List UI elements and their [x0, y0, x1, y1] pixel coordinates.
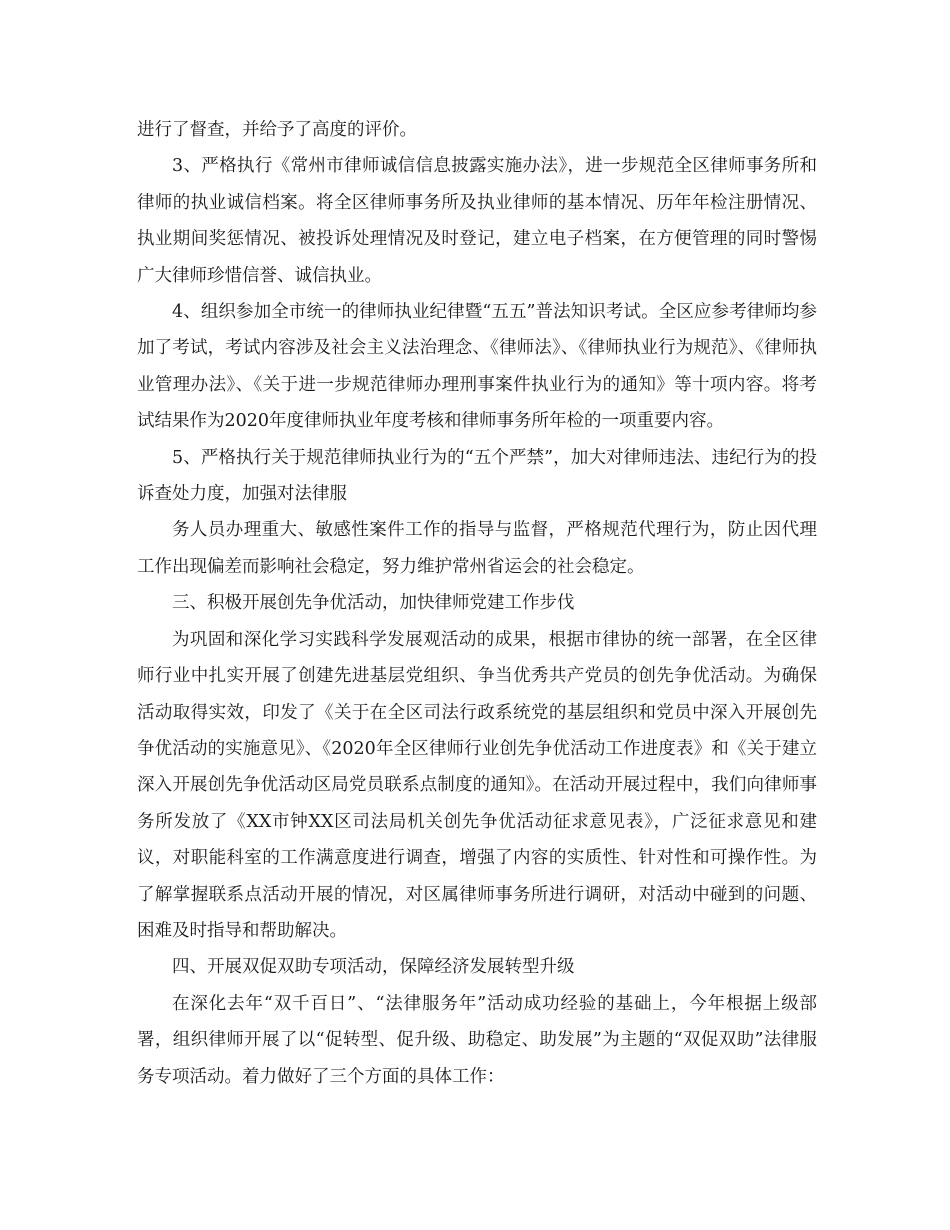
- paragraph: 三、积极开展创先争优活动，加快律师党建工作步伐: [172, 593, 575, 614]
- paragraph: 进行了督查，并给予了高度的评价。: [137, 120, 417, 140]
- paragraph: 3、严格执行《常州市律师诚信信息披露实施办法》，进一步规范全区律师事务所和律师的执业诚信档案。将全区律师事务所及执业律师的基本情况、历年年检注册情况、执业期间奖惩情况、被投诉处理情况及时登记，建立电子档案，在方便管理的同时警惕广大律师珍惜信誉、诚信执业。: [137, 156, 817, 286]
- document-body: [137, 112, 817, 1095]
- paragraph: 5、严格执行关于规范律师执业行为的“五个严禁”，加大对律师违法、违纪行为的投诉查处力度，加强对法律服: [137, 447, 817, 505]
- paragraph: 四、开展双促双助专项活动，保障经济发展转型升级: [172, 957, 575, 978]
- paragraph: 务人员办理重大、敏感性案件工作的指导与监督，严格规范代理行为，防止因代理工作出现偏差而影响社会稳定，努力维护常州省运会的社会稳定。: [137, 520, 817, 577]
- paragraph: 4、组织参加全市统一的律师执业纪律暨“五五”普法知识考试。全区应参考律师均参加了考试，考试内容涉及社会主义法治理念、《律师法》、《律师执业行为规范》、《律师执业管理办法》、《关于进一步规范律师办理刑事案件执业行为的通知》等十项内容。将考试结果作为2020年度律师执业年度考核和律师事务所年检的一项重要内容。: [137, 302, 817, 432]
- paragraph: 为巩固和深化学习实践科学发展观活动的成果，根据市律协的统一部署，在全区律师行业中扎实开展了创建先进基层党组织、争当优秀共产党员的创先争优活动。为确保活动取得实效，印发了《关于在全区司法行政系统党的基层组织和党员中深入开展创先争优活动的实施意见》、《2020年全区律师行业创先争优活动工作进度表》和《关于建立深入开展创先争优活动区局党员联系点制度的通知》。在活动开展过程中，我们向律师事务所发放了《XX市钟XX区司法局机关创先争优活动征求意见表》，广泛征求意见和建议，对职能科室的工作满意度进行调查，增强了内容的实质性、针对性和可操作性。为了解掌握联系点活动开展的情况，对区属律师事务所进行调研，对活动中碰到的问题、困难及时指导和帮助解决。: [137, 629, 817, 941]
- paragraph: 在深化去年“双千百日”、“法律服务年”活动成功经验的基础上，今年根据上级部署，组织律师开展了以“促转型、促升级、助稳定、助发展”为主题的“双促双助”法律服务专项活动。着力做好了三个方面的具体工作：: [137, 993, 817, 1087]
